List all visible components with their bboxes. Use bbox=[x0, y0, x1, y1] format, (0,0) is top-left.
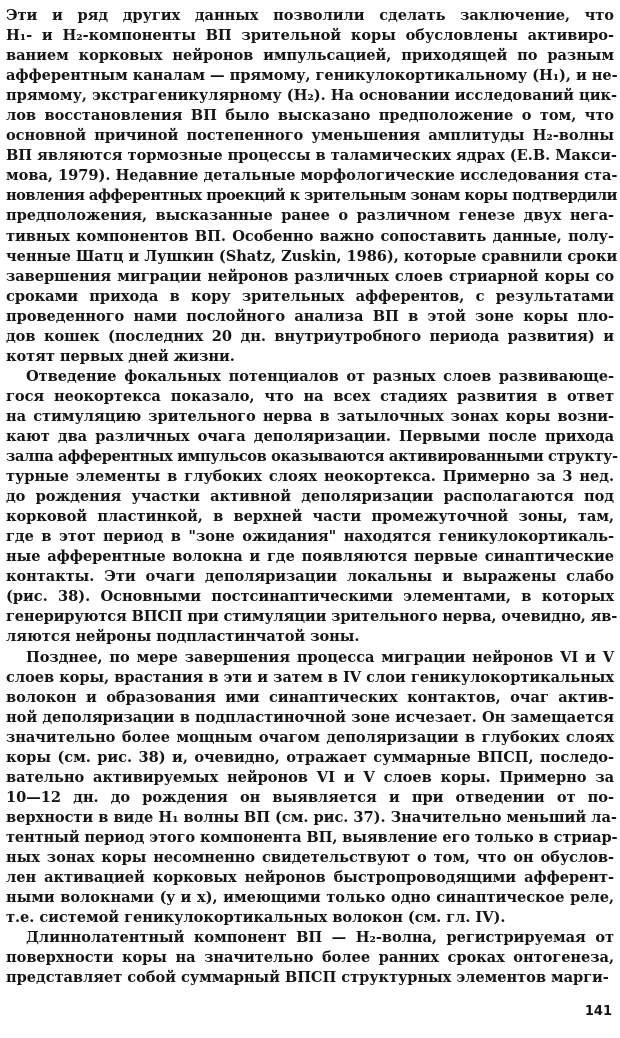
text-line: Позднее, по мере завершения процесса миграции нейронов VI и V bbox=[26, 648, 614, 666]
text-line: поверхности коры на значительно более ранних сроках онтогенеза, bbox=[6, 949, 614, 967]
text-line: ченные Шатц и Лушкин (Shatz, Zuskin, 1986), которые сравнили сроки bbox=[6, 247, 618, 265]
text-line: предположения, высказанные ранее о различном генезе двух нега- bbox=[6, 207, 614, 225]
text-line: основной причиной постепенного уменьшения амплитуды H₂-волны bbox=[6, 127, 614, 145]
text-line: ВП являются тормозные процессы в таламических ядрах (Е.В. Макси- bbox=[6, 147, 617, 165]
text-line: коры (см. рис. 38) и, очевидно, отражает суммарные ВПСП, последо- bbox=[6, 748, 614, 766]
text-line: котят первых дней жизни. bbox=[6, 347, 235, 365]
text-line: мова, 1979). Недавние детальные морфологические исследования ста- bbox=[6, 167, 618, 185]
text-line: до рождения участки активной деполяризации располагаются под bbox=[6, 488, 614, 506]
text-line: гося неокортекса показало, что на всех стадиях развития в ответ bbox=[6, 387, 614, 405]
text-line: лов восстановления ВП было высказано предположение о том, что bbox=[6, 107, 614, 125]
paragraph bbox=[6, 928, 614, 988]
text-line: тентный период этого компонента ВП, выявление его только в стриар- bbox=[6, 828, 618, 846]
text-line: Эти и ряд других данных позволили сделать заключение, что bbox=[6, 7, 614, 24]
text-line: афферентным каналам — прямому, геникулокортикальному (H₁), и не- bbox=[6, 67, 618, 85]
text-line: корковой пластинкой, в верхней части промежуточной зоны, там, bbox=[6, 508, 614, 526]
text-line: контакты. Эти очаги деполяризации локальны и выражены слабо bbox=[6, 568, 614, 586]
text-line: представляет собой суммарный ВПСП структурных элементов марги- bbox=[6, 969, 609, 987]
text-line: (рис. 38). Основными постсинаптическими элементами, в которых bbox=[6, 588, 614, 606]
text-line: прямому, экстрагеникулярному (H₂). На основании исследований цик- bbox=[6, 87, 618, 105]
text-line: ной деполяризации в подпластиночной зоне исчезает. Он замещается bbox=[6, 708, 614, 726]
text-line: H₁- и H₂-компоненты ВП зрительной коры обусловлены активиро- bbox=[6, 27, 614, 45]
text-line: новления афферентных проекций к зрительным зонам коры подтвердили bbox=[6, 187, 617, 205]
text-line: вательно активируемых нейронов VI и V слоев коры. Примерно за bbox=[6, 768, 614, 786]
text-body bbox=[6, 6, 618, 988]
paragraph bbox=[6, 367, 618, 648]
text-line: Длиннолатентный компонент ВП — H₂-волна, регистрируемая от bbox=[26, 929, 614, 947]
text-line: залпа афферентных импульсов оказываются активированными структу- bbox=[6, 448, 618, 466]
text-line: ные афферентные волокна и где появляются первые синаптические bbox=[6, 548, 614, 566]
text-line: турные элементы в глубоких слоях неокортекса. Примерно за 3 нед. bbox=[6, 468, 614, 486]
text-line: ными волокнами (y и x), имеющими только одно синаптическое реле, bbox=[6, 889, 614, 907]
text-line: проведенного нами послойного анализа ВП в этой зоне коры пло- bbox=[6, 307, 614, 325]
text-line: верхности в виде H₁ волны ВП (см. рис. 37). Значительно меньший ла- bbox=[6, 808, 617, 826]
text-line: волокон и образования ими синаптических контактов, очаг актив- bbox=[6, 688, 614, 706]
text-line: Отведение фокальных потенциалов от разных слоев развивающе- bbox=[26, 367, 614, 385]
text-line: ных зонах коры несомненно свидетельствуют о том, что он обуслов- bbox=[6, 848, 614, 866]
text-line: слоев коры, врастания в эти и затем в IV слои геникулокортикальных bbox=[6, 668, 614, 686]
text-line: где в этот период в "зоне ожидания" находятся геникулокортикаль- bbox=[6, 528, 614, 546]
paragraph bbox=[6, 648, 618, 929]
text-line: лен активацией корковых нейронов быстропроводящими афферент- bbox=[6, 869, 614, 887]
text-line: тивных компонентов ВП. Особенно важно сопоставить данные, полу- bbox=[6, 227, 614, 245]
paragraph bbox=[6, 6, 618, 367]
text-line: кают два различных очага деполяризации. Первыми после прихода bbox=[6, 427, 614, 445]
text-line: генерируются ВПСП при стимуляции зрительного нерва, очевидно, яв- bbox=[6, 608, 618, 626]
text-line: значительно более мощным очагом деполяризации в глубоких слоях bbox=[6, 728, 614, 746]
text-line: дов кошек (последних 20 дн. внутриутробного периода развития) и bbox=[6, 327, 614, 345]
text-line: 10—12 дн. до рождения он выявляется и при отведении от по- bbox=[6, 788, 614, 806]
text-line: сроками прихода в кору зрительных афферентов, с результатами bbox=[6, 287, 614, 305]
text-line: завершения миграции нейронов различных слоев стриарной коры со bbox=[6, 267, 614, 285]
page-number: 141 bbox=[584, 1004, 612, 1019]
text-line: ванием корковых нейронов импульсацией, приходящей по разным bbox=[6, 47, 614, 65]
text-line: ляются нейроны подпластинчатой зоны. bbox=[6, 628, 360, 646]
text-line: на стимуляцию зрительного нерва в затылочных зонах коры возни- bbox=[6, 407, 614, 425]
text-line: т.е. системой геникулокортикальных волокон (см. гл. IV). bbox=[6, 909, 506, 927]
